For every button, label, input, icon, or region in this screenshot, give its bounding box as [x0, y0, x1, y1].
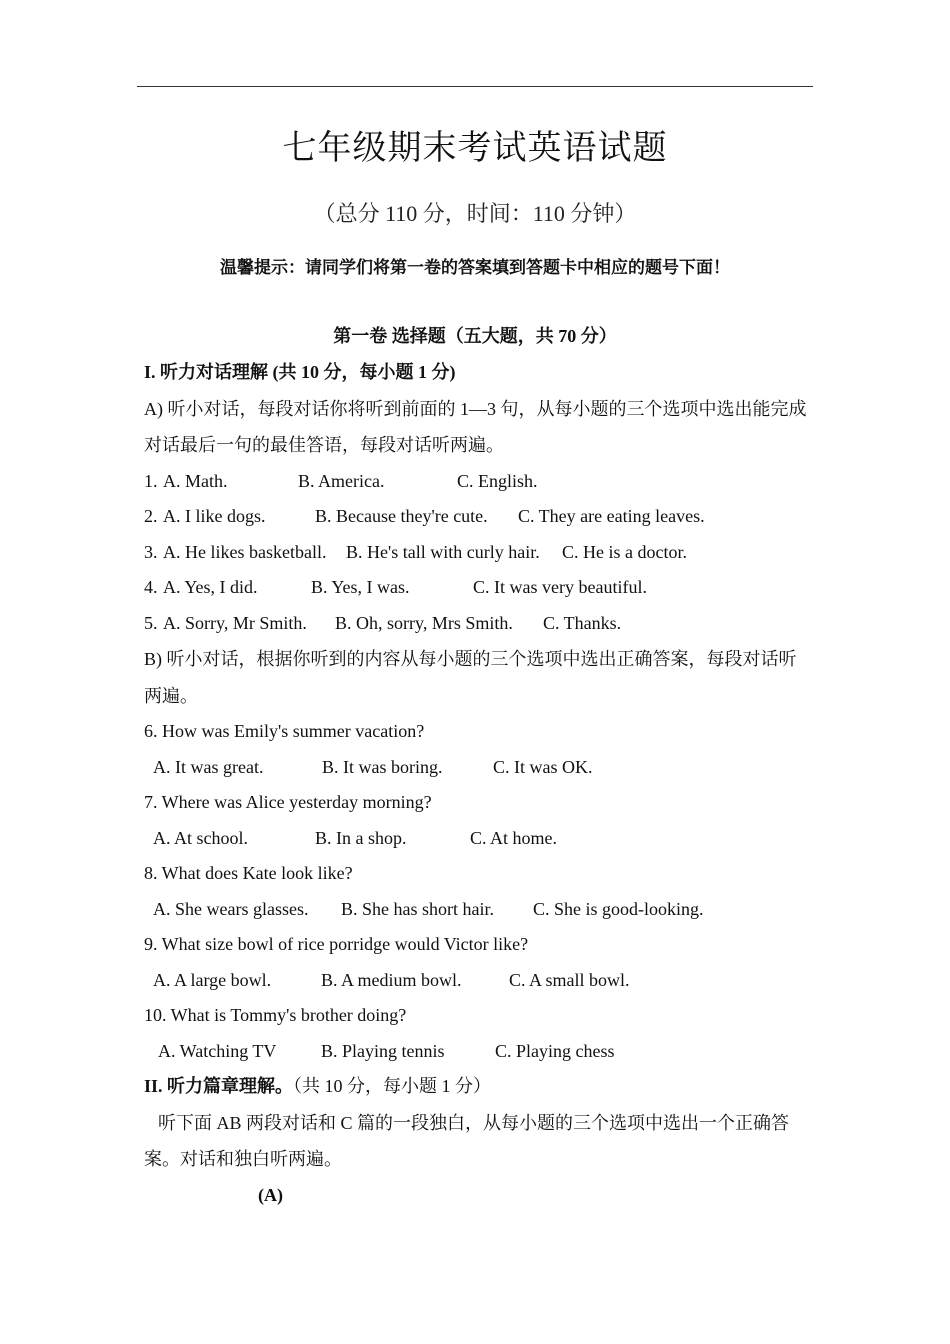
- exam-score-time: （总分 110 分，时间：110 分钟）: [313, 201, 637, 226]
- option-c: C. It was very beautiful.: [473, 577, 647, 597]
- section2-heading-bold: II. 听力篇章理解。: [144, 1076, 294, 1096]
- option-a: A. Sorry, Mr Smith.: [163, 612, 307, 633]
- option-b: B. Because they're cute.: [315, 506, 488, 526]
- option-a: A. I like dogs.: [163, 506, 266, 526]
- option-b: B. In a shop.: [315, 827, 407, 848]
- option-b: B. She has short hair.: [341, 898, 494, 919]
- option-b: B. It was boring.: [322, 756, 443, 777]
- section1-heading: I. 听力对话理解 (共 10 分，每小题 1 分): [144, 362, 456, 382]
- option-a: A. A large bowl.: [153, 969, 272, 990]
- option-c: C. Thanks.: [543, 612, 622, 633]
- question-text: 7. Where was Alice yesterday morning?: [144, 792, 432, 812]
- question-options: [144, 892, 814, 928]
- option-b: B. Yes, I was.: [311, 577, 410, 597]
- question-text: 6. How was Emily's summer vacation?: [144, 721, 425, 741]
- option-a: A. At school.: [153, 827, 249, 848]
- question-row: [144, 464, 814, 500]
- option-a: A. It was great.: [153, 756, 264, 777]
- question-row: [144, 535, 814, 571]
- option-a: A. She wears glasses.: [153, 898, 309, 919]
- option-a: A. He likes basketball.: [163, 541, 327, 562]
- question-row: [144, 499, 814, 535]
- section2-heading-normal: （共 10 分，每小题 1 分）: [293, 1076, 492, 1096]
- instruction-b: B) 听小对话，根据你听到的内容从每小题的三个选项中选出正确答案，每段对话听两遍。: [144, 649, 797, 706]
- option-c: C. It was OK.: [493, 756, 593, 777]
- question-options: [144, 750, 814, 786]
- instruction-a: A) 听小对话，每段对话你将听到前面的 1—3 句，从每小题的三个选项中选出能完成对话最后一句的最佳答语，每段对话听两遍。: [144, 398, 807, 455]
- option-c: C. She is good-looking.: [533, 898, 704, 919]
- option-b: B. Playing tennis: [321, 1040, 445, 1061]
- option-b: B. A medium bowl.: [321, 969, 462, 990]
- option-c: C. English.: [457, 470, 538, 491]
- option-a: A. Watching TV: [158, 1040, 277, 1061]
- option-c: C. Playing chess: [495, 1040, 615, 1061]
- option-b: B. Oh, sorry, Mrs Smith.: [335, 612, 513, 633]
- question-text: 10. What is Tommy's brother doing?: [144, 1005, 407, 1025]
- question-options: [144, 963, 814, 999]
- question-number: 1.: [144, 470, 158, 491]
- option-a: A. Yes, I did.: [163, 577, 258, 597]
- header-rule: [137, 86, 813, 87]
- warm-tip: 温馨提示：请同学们将第一卷的答案填到答题卡中相应的题号下面！: [220, 258, 730, 278]
- question-options: [144, 821, 814, 857]
- option-c: C. They are eating leaves.: [518, 506, 705, 526]
- question-number: 2.: [144, 506, 158, 526]
- part1-heading: 第一卷 选择题（五大题，共 70 分）: [333, 326, 617, 346]
- option-b: B. America.: [298, 470, 385, 491]
- section2-heading: [144, 1069, 814, 1105]
- option-a: A. Math.: [163, 470, 228, 491]
- question-number: 3.: [144, 541, 158, 562]
- exam-body: [144, 355, 814, 1213]
- option-c: C. At home.: [470, 827, 558, 848]
- passage-label: (A): [258, 1184, 283, 1205]
- question-text: 9. What size bowl of rice porridge would Victor like?: [144, 934, 529, 954]
- question-number: 4.: [144, 577, 158, 597]
- option-c: C. A small bowl.: [509, 969, 630, 990]
- question-options: [144, 1034, 814, 1070]
- option-b: B. He's tall with curly hair.: [346, 541, 540, 562]
- question-text: 8. What does Kate look like?: [144, 863, 353, 883]
- option-c: C. He is a doctor.: [562, 541, 687, 562]
- exam-title: 七年级期末考试英语试题: [282, 130, 668, 167]
- question-row: [144, 570, 814, 606]
- section2-instruction: 听下面 AB 两段对话和 C 篇的一段独白，从每小题的三个选项中选出一个正确答案。对话和独白听两遍。: [144, 1112, 790, 1169]
- question-row: [144, 606, 814, 642]
- question-number: 5.: [144, 612, 158, 633]
